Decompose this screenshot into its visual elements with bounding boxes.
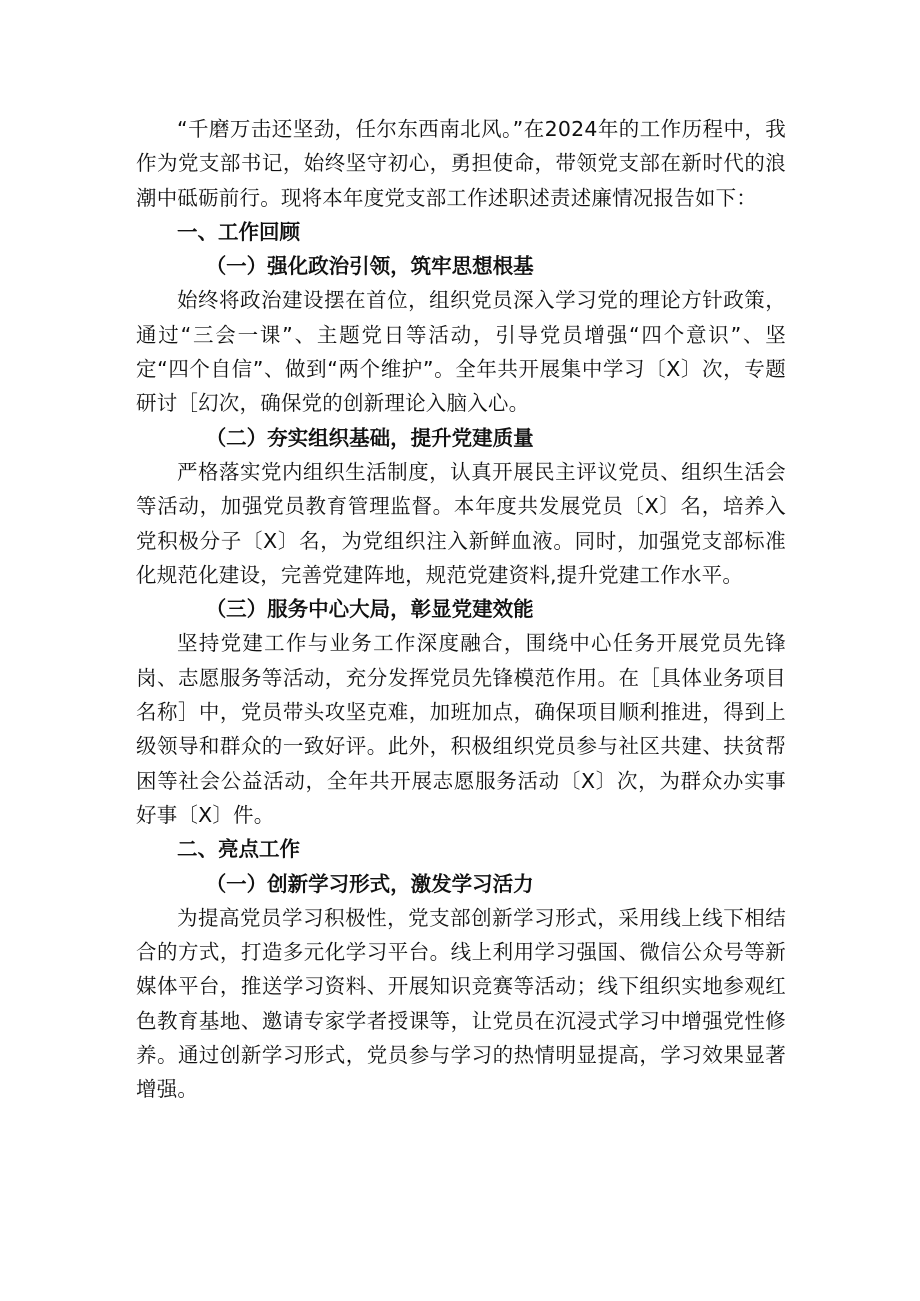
paragraph-organization-foundation: 严格落实党内组织生活制度，认真开展民主评议党员、组织生活会等活动，加强党员教育管理监督。本年度共发展党员〔X〕名，培养入党积极分子〔X〕名，为党组织注入新鲜血液。同时，加强党支部标准化规范化建设，完善党建阵地，规范党建资料,提升党建工作水平。 xyxy=(136,459,786,587)
subsection-heading-organization-foundation: （二）夯实组织基础，提升党建质量 xyxy=(205,425,534,450)
subsection-heading-serve-center: （三）服务中心大局，彰显党建效能 xyxy=(205,597,534,622)
subsection-heading-political-guidance: （一）强化政治引领，筑牢思想根基 xyxy=(205,254,534,279)
intro-paragraph: “千磨万击还坚劲，任尔东西南北风。”在2024年的工作历程中，我作为党支部书记，始终坚守初心，勇担使命，带领党支部在新时代的浪潮中砥砺前行。现将本年度党支部工作述职述责述廉情况报告如下： xyxy=(136,117,786,210)
section-heading-highlights: 二、亮点工作 xyxy=(177,837,300,862)
paragraph-serve-center: 坚持党建工作与业务工作深度融合，围绕中心任务开展党员先锋岗、志愿服务等活动，充分发挥党员先锋模范作用。在［具体业务项目名称］中，党员带头攻坚克难，加班加点，确保项目顺利推进，得到上级领导和群众的一致好评。此外，积极组织党员参与社区共建、扶贫帮困等社会公益活动，全年共开展志愿服务活动〔X〕次，为群众办实事好事〔X〕件。 xyxy=(136,631,786,827)
subsection-heading-innovative-learning: （一）创新学习形式，激发学习活力 xyxy=(205,871,534,896)
section-heading-work-review: 一、工作回顾 xyxy=(177,219,300,244)
document-body xyxy=(136,112,786,1107)
paragraph-political-guidance: 始终将政治建设摆在首位，组织党员深入学习党的理论方针政策，通过“三会一课”、主题党日等活动，引导党员增强“四个意识”、坚定“四个自信”、做到“两个维护”。全年共开展集中学习〔X〕次，专题研讨［幻次，确保党的创新理论入脑入心。 xyxy=(136,288,786,416)
paragraph-innovative-learning: 为提高党员学习积极性，党支部创新学习形式，采用线上线下相结合的方式，打造多元化学习平台。线上利用学习强国、微信公众号等新媒体平台，推送学习资料、开展知识竞赛等活动；线下组织实地参观红色教育基地、邀请专家学者授课等，让党员在沉浸式学习中增强党性修养。通过创新学习形式，党员参与学习的热情明显提高，学习效果显著增强。 xyxy=(136,905,786,1102)
